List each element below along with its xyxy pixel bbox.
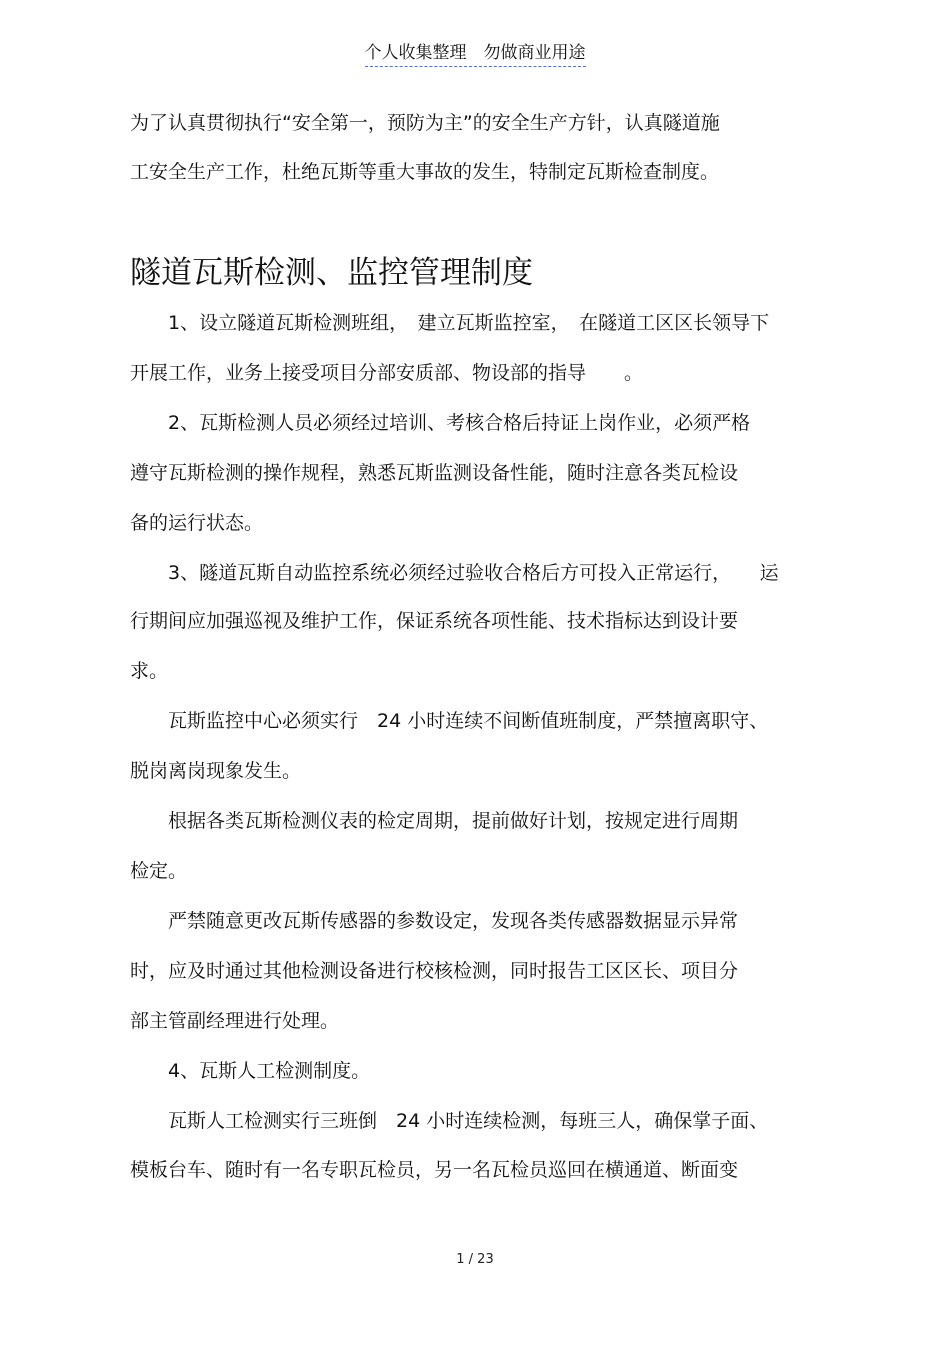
intro-line-1: 为了认真贯彻执行“安全第一，预防为主”的安全生产方针，认真隧道施 <box>130 112 720 134</box>
body-line: 脱岗离岗现象发生。 <box>130 760 302 782</box>
header-text: 个人收集整理 勿做商业用途 <box>365 38 586 67</box>
body-line: 时，应及时通过其他检测设备进行校核检测，同时报告工区区长、项目分 <box>130 960 739 982</box>
body-line: 备的运行状态。 <box>130 512 264 534</box>
section-title: 隧道瓦斯检测、监控管理制度 <box>130 255 533 291</box>
body-line: 根据各类瓦斯检测仪表的检定周期，提前做好计划，按规定进行周期 <box>130 810 739 832</box>
body-line: 瓦斯监控中心必须实行 24 小时连续不间断值班制度，严禁擅离职守、 <box>130 710 769 732</box>
body-line: 3、隧道瓦斯自动监控系统必须经过验收合格后方可投入正常运行， 运 <box>130 562 779 584</box>
body-line: 行期间应加强巡视及维护工作，保证系统各项性能、技术指标达到设计要 <box>130 610 739 632</box>
body-line: 遵守瓦斯检测的操作规程，熟悉瓦斯监测设备性能，随时注意各类瓦检设 <box>130 462 739 484</box>
body-line: 瓦斯人工检测实行三班倒 24 小时连续检测，每班三人，确保掌子面、 <box>130 1110 769 1132</box>
body-line: 1、设立隧道瓦斯检测班组， 建立瓦斯监控室， 在隧道工区区长领导下 <box>130 312 770 334</box>
body-line: 求。 <box>130 660 169 682</box>
body-line: 模板台车、随时有一名专职瓦检员，另一名瓦检员巡回在横通道、断面变 <box>130 1159 739 1181</box>
body-line: 4、瓦斯人工检测制度。 <box>130 1060 371 1082</box>
body-line: 开展工作，业务上接受项目分部安质部、物设部的指导 。 <box>130 362 644 384</box>
body-line: 2、瓦斯检测人员必须经过培训、考核合格后持证上岗作业，必须严格 <box>130 412 751 434</box>
intro-line-2: 工安全生产工作，杜绝瓦斯等重大事故的发生，特制定瓦斯检查制度。 <box>130 161 720 183</box>
page-number: 1 / 23 <box>456 1252 494 1267</box>
page-header <box>0 38 950 67</box>
body-line: 检定。 <box>130 860 188 882</box>
body-line: 严禁随意更改瓦斯传感器的参数设定，发现各类传感器数据显示异常 <box>130 910 739 932</box>
body-line: 部主管副经理进行处理。 <box>130 1010 340 1032</box>
